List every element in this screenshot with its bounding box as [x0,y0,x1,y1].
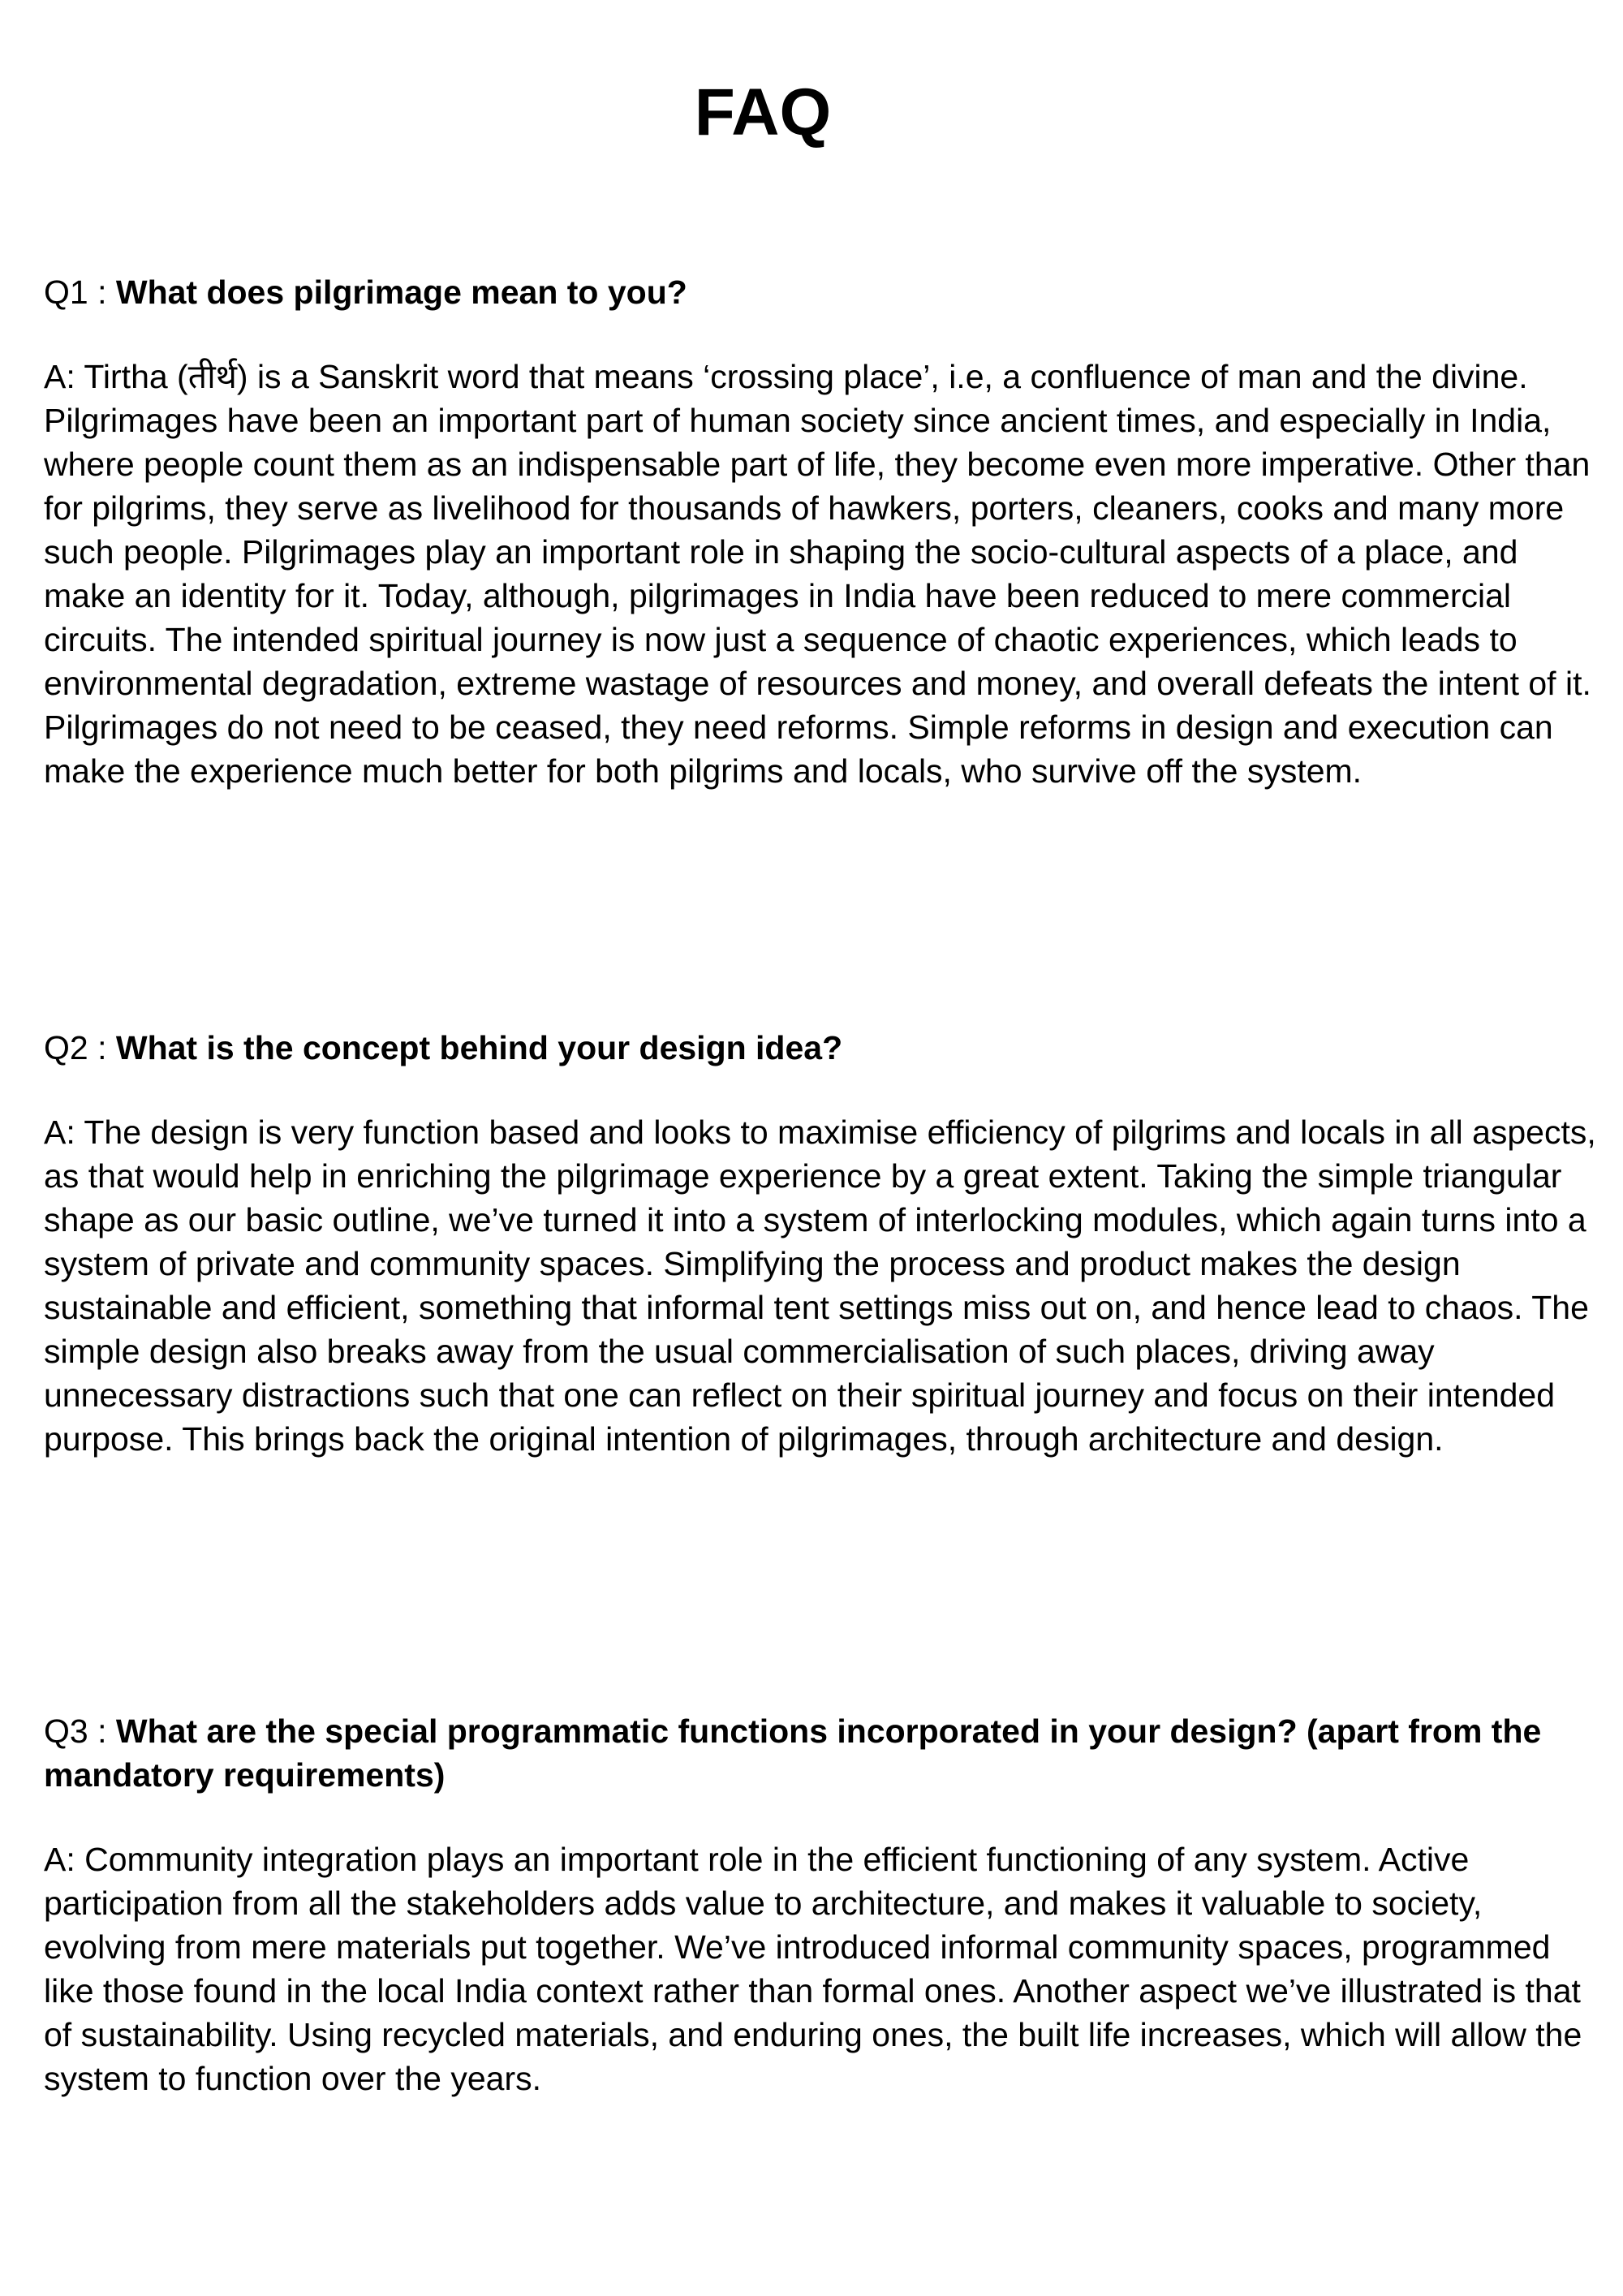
faq-question-1 [44,270,1602,314]
question-text: What are the special programmatic functions incorporated in your design? (apart from the mandatory requirements) [44,1712,1542,1794]
faq-answer-3: A: Community integration plays an important role in the efficient functioning of any system. Active participation from all the stakeholders adds value to architecture, and makes it valuable to society, evolving from mere materials put together. We’ve introduced informal community spaces, programmed like those found in the local India context rather than formal ones. Another aspect we’ve illustrated is that of sustainability. Using recycled materials, and enduring ones, the built life increases, which will allow the system to function over the years. [44,1841,1582,2097]
faq-answer-1: A: Tirtha (तीर्थ) is a Sanskrit word that means ‘crossing place’, i.e, a confluence of man and the divine. Pilgrimages have been an important part of human society since ancient times, and especially in India, where people count them as an indispensable part of life, they become even more imperative. Other than for pilgrims, they serve as livelihood for thousands of hawkers, porters, cleaners, cooks and many more such people. Pilgrimages play an important role in shaping the socio-cultural aspects of a place, and make an identity for it. Today, although, pilgrimages in India have been reduced to mere commercial circuits. The intended spiritual journey is now just a sequence of chaotic experiences, which leads to environmental degradation, extreme wastage of resources and money, and overall defeats the intent of it. Pilgrimages do not need to be ceased, they need reforms. Simple reforms in design and execution can make the experience much better for both pilgrims and locals, who survive off the system. [44,358,1591,790]
faq-question-3 [44,1709,1602,1797]
question-prefix: Q2 : [44,1029,116,1066]
faq-item-2 [44,1026,1602,1461]
page-title: FAQ [694,75,832,149]
question-text: What does pilgrimage mean to you? [115,274,687,311]
faq-item-3 [44,1709,1602,2100]
faq-answer-2: A: The design is very function based and looks to maximise efficiency of pilgrims and locals in all aspects, as that would help in enriching the pilgrimage experience by a great extent. Taking the simple triangular shape as our basic outline, we’ve turned it into a system of interlocking modules, which again turns into a system of private and community spaces. Simplifying the process and product makes the design sustainable and efficient, something that informal tent settings miss out on, and hence lead to chaos. The simple design also breaks away from the usual commercialisation of such places, driving away unnecessary distractions such that one can reflect on their spiritual journey and focus on their intended purpose. This brings back the original intention of pilgrimages, through architecture and design. [44,1114,1596,1458]
faq-question-2 [44,1026,1602,1070]
question-prefix: Q3 : [44,1712,116,1750]
faq-item-1 [44,270,1602,793]
question-text: What is the concept behind your design idea? [115,1029,843,1066]
question-prefix: Q1 : [44,274,116,311]
